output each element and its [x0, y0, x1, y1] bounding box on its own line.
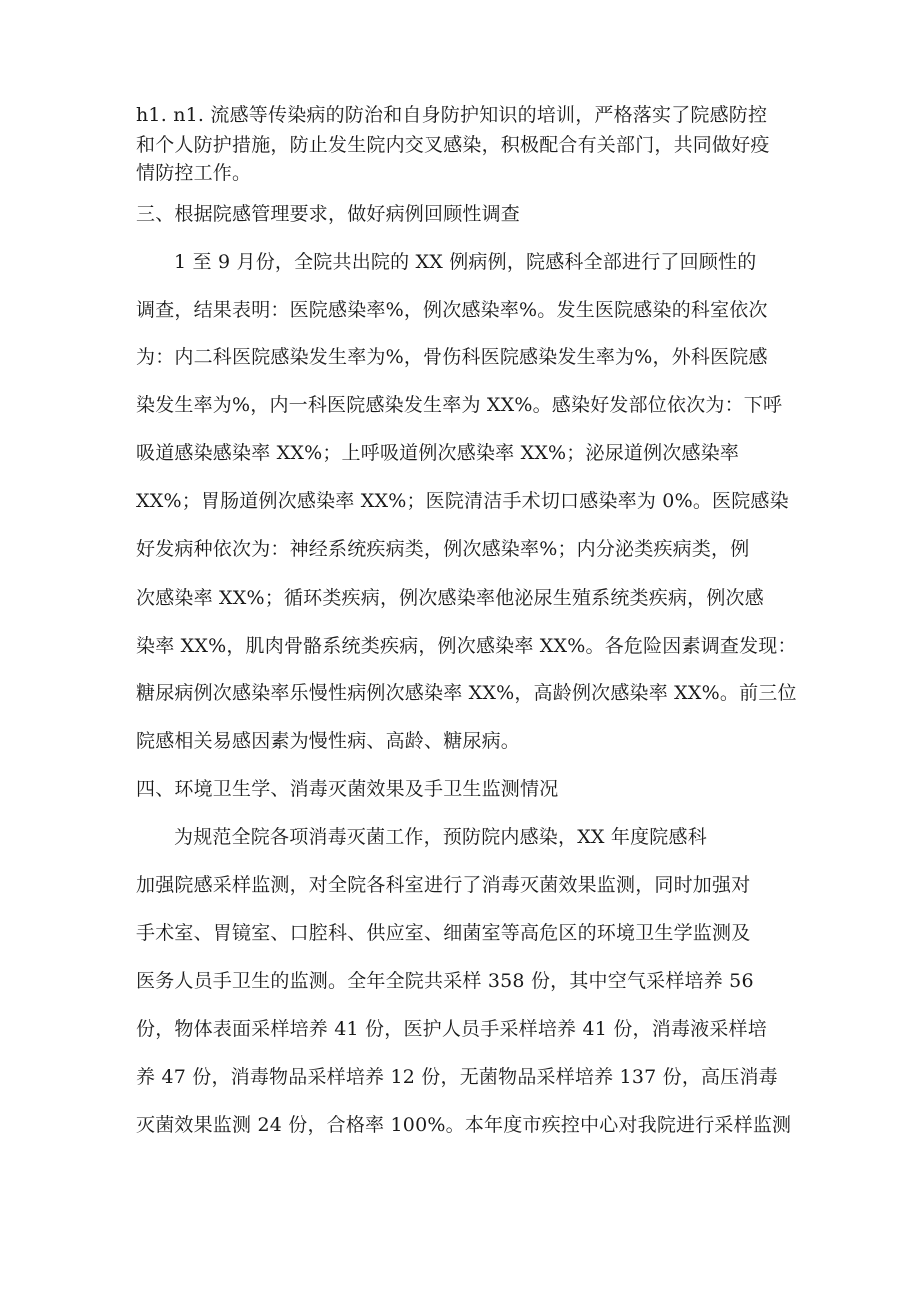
section4-line-2: 加强院感采样监测，对全院各科室进行了消毒灭菌效果监测，同时加强对 — [136, 874, 751, 896]
section3-line-1: 1 至 9 月份，全院共出院的 XX 例病例，院感科全部进行了回顾性的 — [174, 251, 757, 273]
section3-line-10: 糖尿病例次感染率乐慢性病例次感染率 XX%，高龄例次感染率 XX%。前三位 — [136, 682, 797, 704]
section3-line-3: 为：内二科医院感染发生率为%，骨伤科医院感染发生率为%，外科医院感 — [136, 346, 768, 368]
section4-heading: 四、环境卫生学、消毒灭菌效果及手卫生监测情况 — [136, 778, 559, 800]
section3-line-8: 次感染率 XX%；循环类疾病，例次感染率他泌尿生殖系统类疾病，例次感 — [136, 587, 764, 609]
section4-line-5: 份，物体表面采样培养 41 份，医护人员手采样培养 41 份，消毒液采样培 — [136, 1018, 767, 1040]
section3-line-11: 院感相关易感因素为慢性病、高龄、糖尿病。 — [136, 730, 521, 752]
section3-line-2: 调查，结果表明：医院感染率%，例次感染率%。发生医院感染的科室依次 — [136, 299, 768, 321]
section4-line-6: 养 47 份，消毒物品采样培养 12 份，无菌物品采样培养 137 份，高压消毒 — [136, 1066, 778, 1088]
section4-line-1: 为规范全院各项消毒灭菌工作，预防院内感染，XX 年度院感科 — [174, 826, 707, 848]
section3-line-4: 染发生率为%，内一科医院感染发生率为 XX%。感染好发部位依次为：下呼 — [136, 394, 783, 416]
section3-line-9: 染率 XX%，肌肉骨骼系统类疾病，例次感染率 XX%。各危险因素调查发现： — [136, 635, 797, 657]
intro-line-1: h1. n1. 流感等传染病的防治和自身防护知识的培训，严格落实了院感防控 — [136, 104, 768, 126]
section4-line-3: 手术室、胃镜室、口腔科、供应室、细菌室等高危区的环境卫生学监测及 — [136, 922, 751, 944]
section3-heading: 三、根据院感管理要求，做好病例回顾性调查 — [136, 203, 521, 225]
section3-line-6: XX%；胃肠道例次感染率 XX%；医院清洁手术切口感染率为 0%。医院感染 — [136, 490, 789, 512]
section4-line-4: 医务人员手卫生的监测。全年全院共采样 358 份，其中空气采样培养 56 — [136, 970, 754, 992]
intro-line-2: 和个人防护措施，防止发生院内交叉感染，积极配合有关部门，共同做好疫 — [136, 134, 770, 156]
section4-line-7: 灭菌效果监测 24 份，合格率 100%。本年度市疾控中心对我院进行采样监测 — [136, 1114, 792, 1136]
section3-line-5: 吸道感染感染率 XX%；上呼吸道例次感染率 XX%；泌尿道例次感染率 — [136, 442, 740, 464]
section3-line-7: 好发病种依次为：神经系统疾病类，例次感染率%；内分泌类疾病类，例 — [136, 538, 750, 560]
intro-line-3: 情防控工作。 — [136, 162, 252, 184]
